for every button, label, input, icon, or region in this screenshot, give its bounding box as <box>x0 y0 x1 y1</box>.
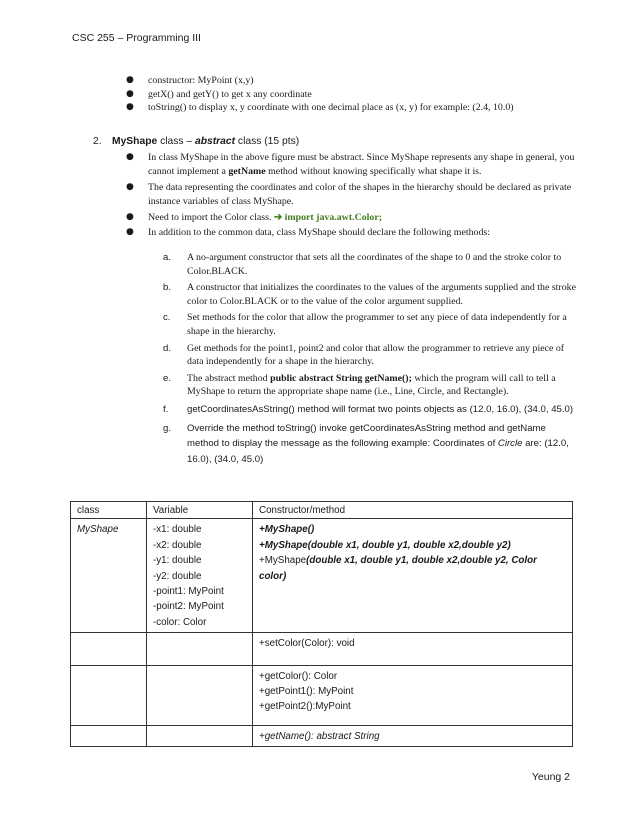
page-footer: Yeung 2 <box>531 771 570 783</box>
class-name-cell: MyShape <box>71 519 147 633</box>
bullet-icon: ● <box>126 75 134 85</box>
list-item: ● constructor: MyPoint (x,y) <box>126 75 254 86</box>
requirements-list <box>120 151 580 240</box>
list-item: ● The data representing the coordinates and color of the shapes in the hierarchy should be declared as private instance variables of class MyShape. <box>126 182 572 207</box>
variable: -point1: MyPoint <box>153 586 224 598</box>
section-heading: 2. MyShape class – abstract class (15 pts) <box>93 136 300 147</box>
variables-cell <box>147 519 253 633</box>
bullet-icon: ● <box>126 88 134 99</box>
constructor: +MyShape() <box>259 524 315 536</box>
list-item: ● toString() to display x, y coordinate with one decimal place as (x, y) for example: (2.4, 10.0) <box>126 102 514 114</box>
list-item: e. The abstract method public abstract String getName(); which the program will call to tell a MyShape to return the appropriate shape name (i.e., Line, Circle, and Rectangle). <box>163 372 556 398</box>
method: +getPoint2():MyPoint <box>259 701 351 713</box>
bullet-icon: ● <box>126 152 134 162</box>
table-header: Variable <box>147 502 253 519</box>
constructor: +MyShape(double x1, double y1, double x2,double y2, Color color) <box>259 555 537 582</box>
getters-cell <box>253 665 573 725</box>
method: +setColor(Color): void <box>253 633 573 665</box>
table-header-row <box>71 502 573 519</box>
constructor: +MyShape(double x1, double y1, double x2,double y2) <box>259 539 511 551</box>
arrow-icon: ➔ <box>273 212 283 224</box>
list-item: d. Get methods for the point1, point2 and color that allow the programmer to retrieve any piece of data independently for a shape in the hierarchy. <box>163 342 565 368</box>
method-requirements-list <box>159 251 579 470</box>
mypoint-method-list <box>120 74 580 115</box>
bullet-icon: ● <box>126 182 134 193</box>
list-item: ● Need to import the Color class. ➔ import java.awt.Color; <box>126 212 382 224</box>
list-item: ● In addition to the common data, class MyShape should declare the following methods: <box>126 226 490 238</box>
bullet-icon: ● <box>126 226 134 237</box>
variable: -x2: double <box>153 539 202 551</box>
constructors-cell <box>253 519 573 633</box>
variable: -color: Color <box>153 616 207 628</box>
list-item: f. getCoordinatesAsString() method will format two points objects as (12.0, 16.0), (34.0, 45.0) <box>163 403 574 415</box>
table-header: class <box>71 502 147 519</box>
variable: -point2: MyPoint <box>153 601 224 613</box>
variable: -y1: double <box>153 555 202 567</box>
variable: -y2: double <box>153 570 202 582</box>
abstract-method: +getName(): abstract String <box>253 725 573 746</box>
list-item: ● getX() and getY() to get x any coordinate <box>126 88 312 100</box>
bullet-icon: ● <box>126 212 134 223</box>
table-header: Constructor/method <box>253 502 573 519</box>
list-item: c. Set methods for the color that allow the programmer to set any piece of data independently for a shape in the hierarchy. <box>163 312 567 337</box>
uml-class-table <box>70 501 573 747</box>
table-row <box>71 633 573 665</box>
table-row <box>71 725 573 746</box>
table-row <box>71 519 573 633</box>
bullet-icon: ● <box>126 102 134 113</box>
list-item: g. Override the method toString() invoke getCoordinatesAsString method and getName method to display the message as the following example: Coordinates of Circle are: (12.0, 16.0), (34.0, 45.0) <box>163 422 569 465</box>
table-row <box>71 665 573 725</box>
method: +getColor(): Color <box>259 670 338 682</box>
list-item: b. A constructor that initializes the coordinates to the values of the arguments supplied and the stroke color to Color.BLACK or to the value of the color argument supplied. <box>163 282 576 307</box>
method: +getPoint1(): MyPoint <box>259 686 354 698</box>
list-item: a. A no-argument constructor that sets all the coordinates of the shape to 0 and the stroke color to Color.BLACK. <box>163 252 562 277</box>
list-item: ● In class MyShape in the above figure must be abstract. Since MyShape represents any shape in general, you cannot implement a getName method without knowing specifically what shape it is. <box>126 152 575 177</box>
page-header: CSC 255 – Programming III <box>72 32 201 44</box>
variable: -x1: double <box>153 524 202 536</box>
